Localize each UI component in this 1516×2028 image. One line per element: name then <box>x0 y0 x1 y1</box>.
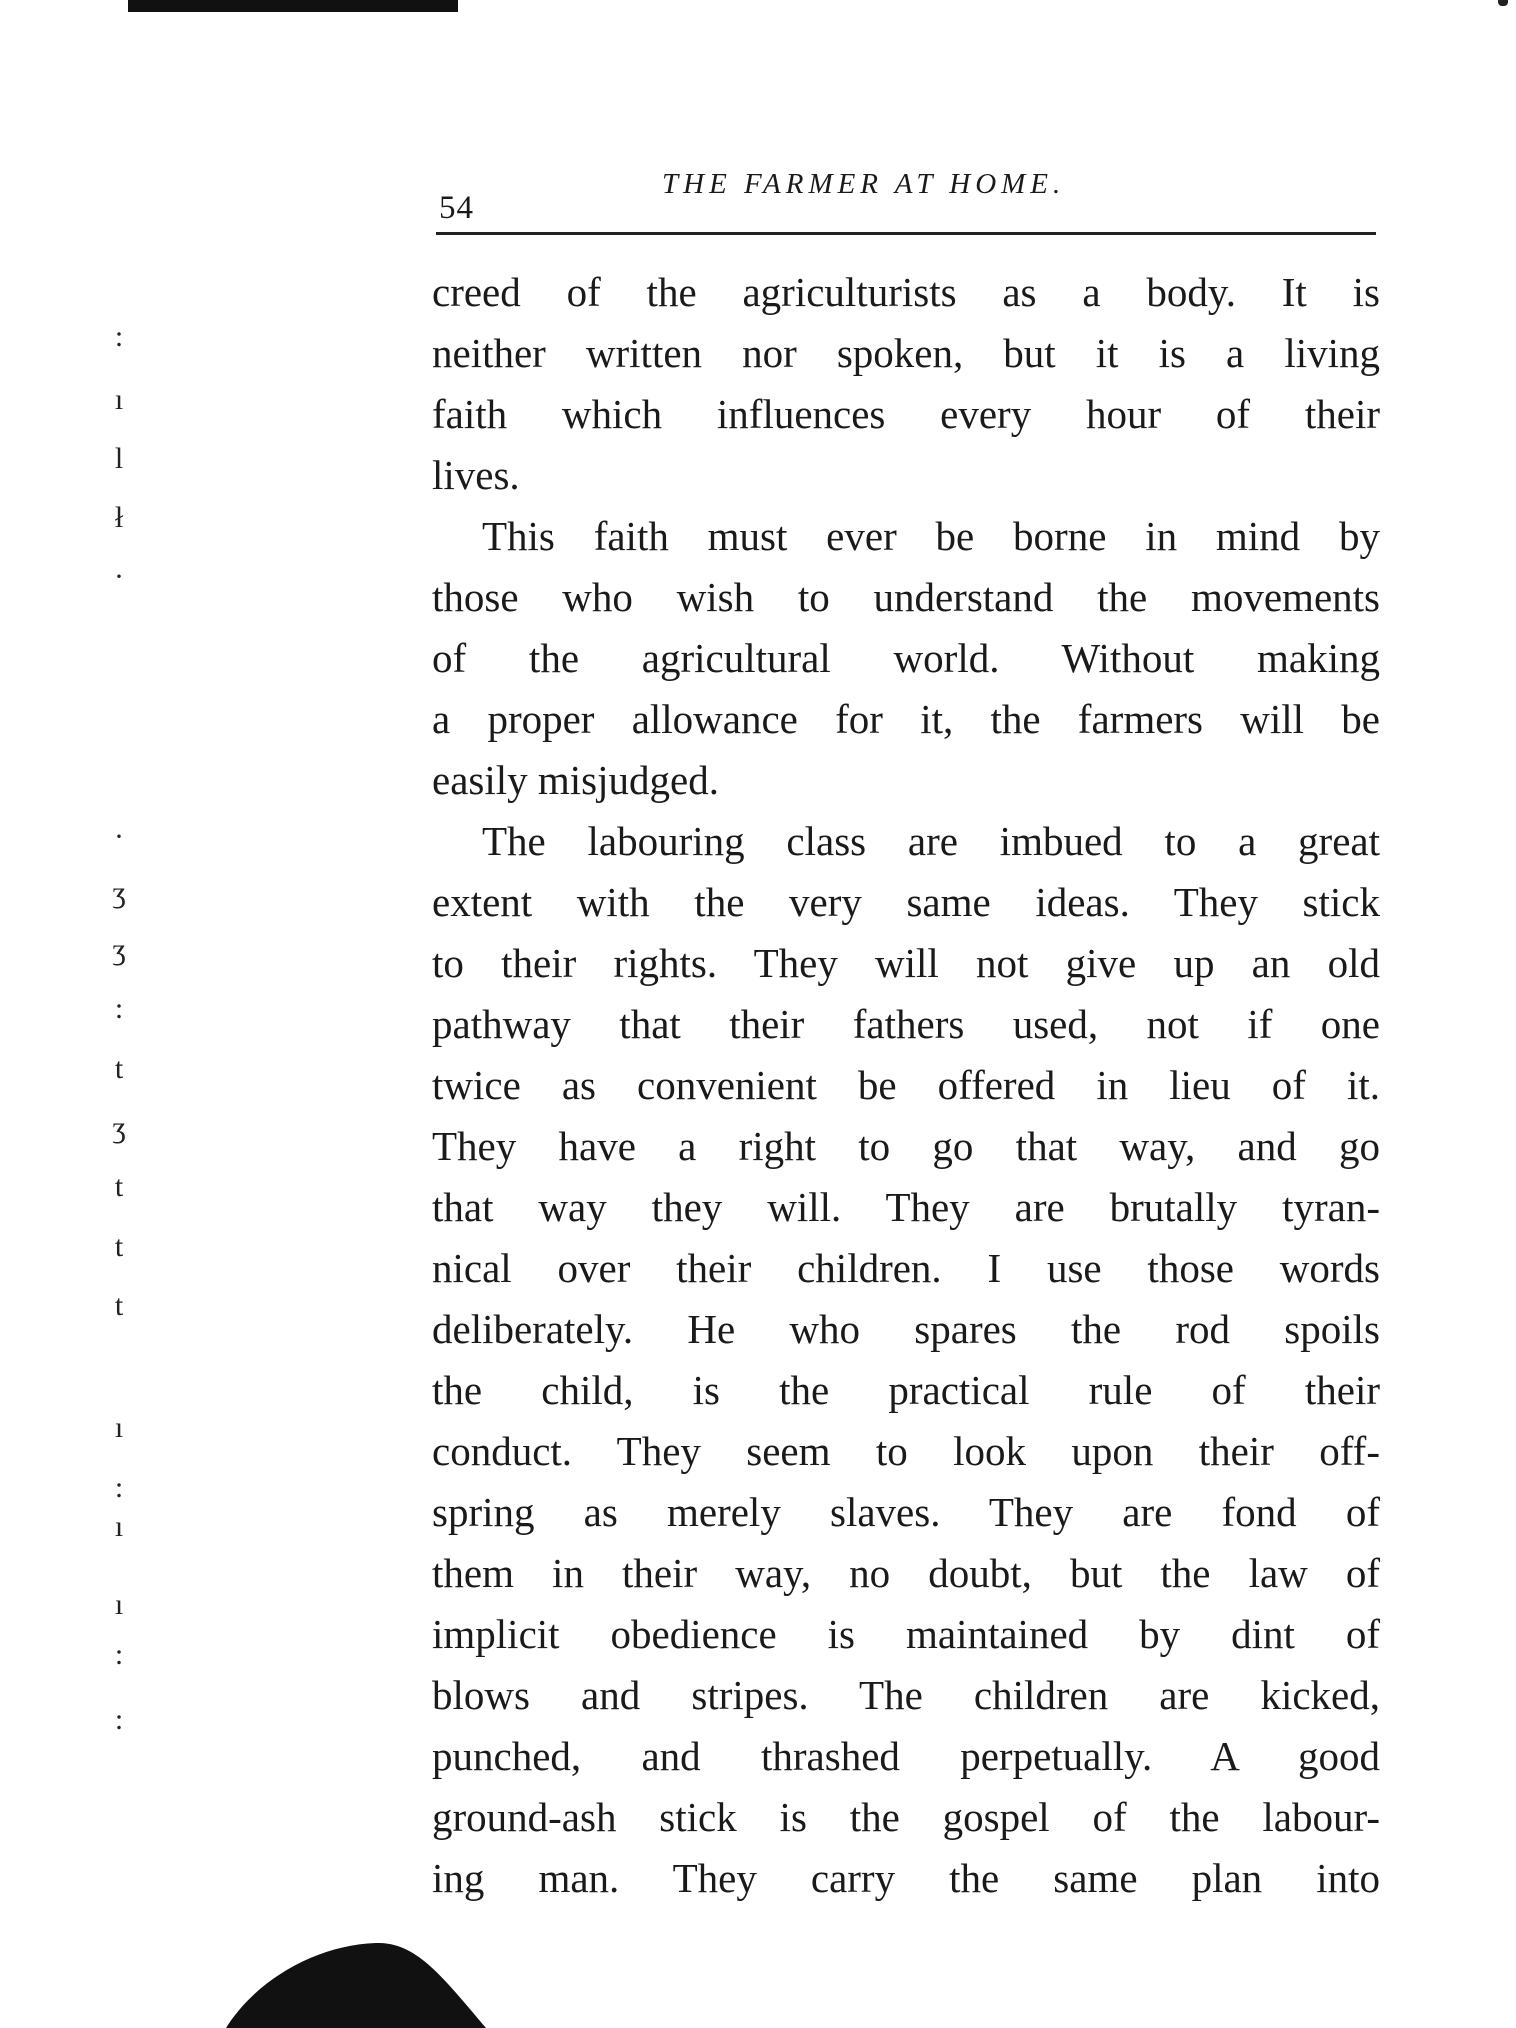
scan-thumb-shadow <box>226 1925 486 2028</box>
edge-mark: ʒ <box>112 876 126 909</box>
running-title: THE FARMER AT HOME. <box>662 168 1066 200</box>
edge-mark: ı <box>114 1510 124 1543</box>
text-line: to their rights. They will not give up an old <box>432 940 1380 986</box>
edge-mark: : <box>114 320 124 353</box>
header-rule <box>436 232 1376 235</box>
text-line: implicit obedience is maintained by dint of <box>432 1611 1380 1657</box>
edge-mark: : <box>114 1638 124 1671</box>
text-line: punched, and thrashed perpetually. A good <box>432 1733 1380 1779</box>
text-line: twice as convenient be offered in lieu of it. <box>432 1062 1380 1108</box>
text-line: lives. <box>432 452 520 498</box>
body-text <box>432 262 1380 1909</box>
edge-mark: ı <box>114 383 124 416</box>
text-line: the child, is the practical rule of their <box>432 1367 1380 1413</box>
text-line: This faith must ever be borne in mind by <box>482 513 1380 559</box>
text-line: easily misjudged. <box>432 757 719 803</box>
text-line: The labouring class are imbued to a great <box>482 818 1380 864</box>
edge-mark: ı <box>114 1588 124 1621</box>
text-line: conduct. They seem to look upon their off- <box>432 1428 1380 1474</box>
edge-mark: t <box>114 1230 124 1263</box>
text-line: those who wish to understand the movements <box>432 574 1380 620</box>
text-line: pathway that their fathers used, not if one <box>432 1001 1380 1047</box>
text-line: creed of the agriculturists as a body. It is <box>432 269 1380 315</box>
edge-mark: : <box>114 1471 124 1504</box>
scan-top-bar <box>128 0 458 12</box>
text-line: that way they will. They are brutally tyran- <box>432 1184 1380 1230</box>
edge-mark: t <box>114 1052 124 1085</box>
edge-mark: t <box>114 1170 124 1203</box>
text-line: ground-ash stick is the gospel of the labour- <box>432 1794 1380 1840</box>
text-line: extent with the very same ideas. They stick <box>432 879 1380 925</box>
scan-corner-mark <box>1498 0 1508 6</box>
text-line: ing man. They carry the same plan into <box>432 1855 1380 1901</box>
edge-mark: : <box>114 1703 124 1736</box>
text-line: them in their way, no doubt, but the law of <box>432 1550 1380 1596</box>
text-line: faith which influences every hour of their <box>432 391 1380 437</box>
text-line: neither written nor spoken, but it is a living <box>432 330 1380 376</box>
edge-mark: ʒ <box>112 1111 126 1144</box>
edge-mark: ł <box>114 501 124 534</box>
edge-mark: ʒ <box>112 933 126 966</box>
text-line: They have a right to go that way, and go <box>432 1123 1380 1169</box>
text-line: spring as merely slaves. They are fond of <box>432 1489 1380 1535</box>
edge-mark: · <box>114 820 124 853</box>
text-line: a proper allowance for it, the farmers will be <box>432 696 1380 742</box>
edge-mark: · <box>114 560 124 593</box>
text-line: blows and stripes. The children are kicked, <box>432 1672 1380 1718</box>
page-number: 54 <box>439 190 474 226</box>
edge-mark: l <box>114 442 124 475</box>
text-line: nical over their children. I use those words <box>432 1245 1380 1291</box>
edge-mark: t <box>114 1289 124 1322</box>
page-header <box>436 162 1376 240</box>
text-line: deliberately. He who spares the rod spoils <box>432 1306 1380 1352</box>
edge-mark: : <box>114 992 124 1025</box>
text-line: of the agricultural world. Without making <box>432 635 1380 681</box>
edge-mark: ı <box>114 1411 124 1444</box>
